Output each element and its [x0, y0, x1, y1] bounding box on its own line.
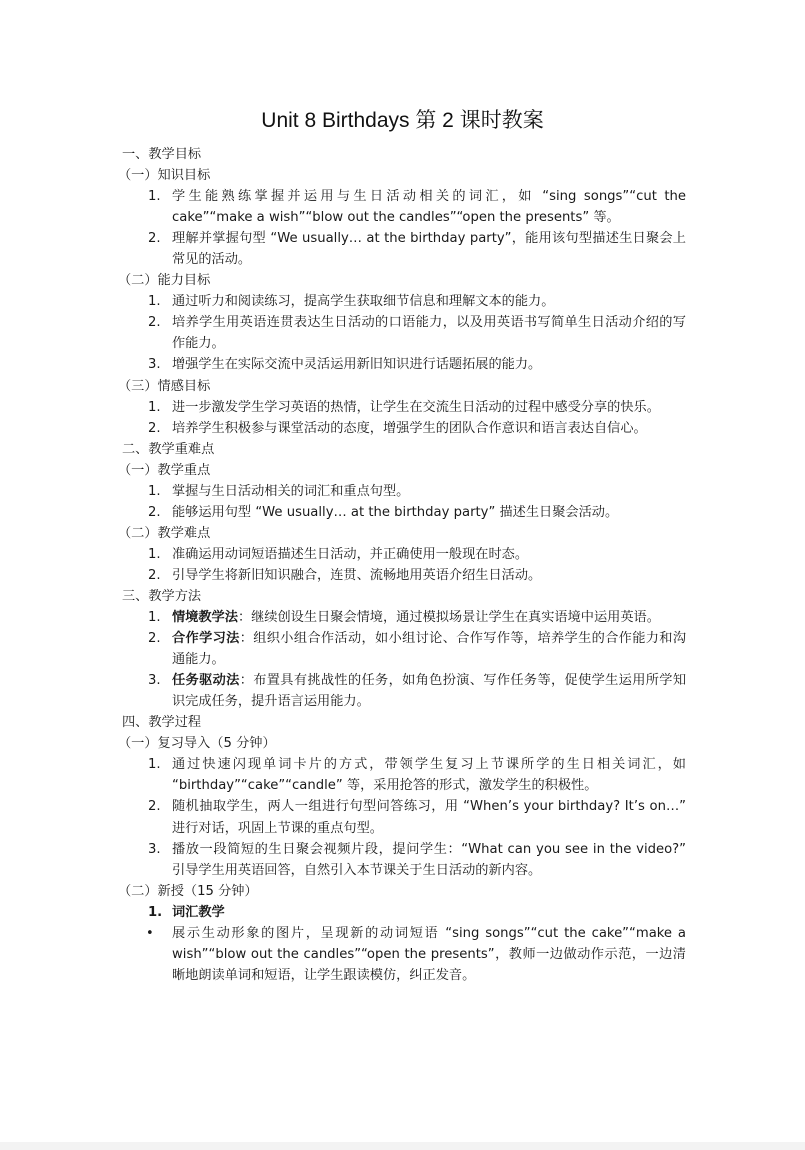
method-name: 合作学习法 [172, 631, 240, 647]
bullet-item [122, 923, 686, 986]
method-description: ：布置具有挑战性的任务，如角色扮演、写作任务等，促使学生运用所学知识完成任务，提升语言运用能力。 [172, 673, 687, 710]
list-item [122, 481, 686, 502]
section-heading-teaching-process: 四、教学过程 [122, 715, 202, 731]
method-description: ：继续创设生日聚会情境，通过模拟场景让学生在真实语境中运用英语。 [237, 610, 660, 626]
list-number: 2. [148, 799, 161, 815]
list-number: 1. [148, 757, 161, 773]
list-item [122, 754, 686, 796]
list-item [122, 291, 686, 312]
list-number: 2. [148, 504, 161, 520]
list-item [122, 418, 686, 439]
subsection-heading-teaching-difficulties: （二）教学难点 [118, 525, 211, 541]
bullet-icon: • [146, 925, 154, 941]
list-text: 随机抽取学生，两人一组进行句型问答练习，用 “When’s your birthday? It’s on…” 进行对话，巩固上节课的重点句型。 [172, 799, 686, 836]
list-item [122, 544, 686, 565]
list-item [122, 397, 686, 418]
list-number: 3. [148, 841, 161, 857]
subsection-heading-review-lead-in: （一）复习导入（5 分钟） [118, 736, 276, 752]
list-text: 学生能熟练掌握并运用与生日活动相关的词汇，如 “sing songs”“cut the cake”“make a wish”“blow out the candles”“open the presents” 等。 [172, 189, 686, 226]
list-item [122, 607, 686, 628]
list-item [122, 228, 686, 270]
list-text: 播放一段简短的生日聚会视频片段，提问学生：“What can you see in the video?” 引导学生用英语回答，自然引入本节课关于生日活动的新内容。 [172, 841, 686, 878]
list-item [122, 796, 686, 838]
list-text: 进一步激发学生学习英语的热情，让学生在交流生日活动的过程中感受分享的快乐。 [172, 399, 660, 415]
list-number: 3. [148, 673, 161, 689]
list-text: 通过快速闪现单词卡片的方式，带领学生复习上节课所学的生日相关词汇，如 “birthday”“cake”“candle” 等，采用抢答的形式，激发学生的积极性。 [172, 757, 686, 794]
subsection-heading-teaching-focus: （一）教学重点 [118, 462, 211, 478]
method-description: ：组织小组合作活动，如小组讨论、合作写作等，培养学生的合作能力和沟通能力。 [172, 631, 687, 668]
list-text: 理解并掌握句型 “We usually… at the birthday party”，能用该句型描述生日聚会上常见的活动。 [172, 231, 686, 268]
list-text: 通过听力和阅读练习，提高学生获取细节信息和理解文本的能力。 [172, 294, 555, 310]
list-number: 2. [148, 567, 161, 583]
list-number: 3. [148, 357, 161, 373]
list-item [122, 312, 686, 354]
list-item [122, 354, 686, 375]
list-item [122, 670, 686, 712]
list-number: 1. [148, 399, 161, 415]
list-item [122, 628, 686, 670]
list-text: 引导学生将新旧知识融合，连贯、流畅地用英语介绍生日活动。 [172, 567, 542, 583]
list-number: 1. [148, 483, 161, 499]
list-number: 2. [148, 315, 161, 331]
list-item [122, 839, 686, 881]
section-heading-key-points: 二、教学重难点 [122, 441, 215, 457]
method-name: 情境教学法 [172, 610, 238, 626]
list-text: 能够运用句型 “We usually… at the birthday party” 描述生日聚会活动。 [172, 504, 619, 520]
step-title: 词汇教学 [172, 904, 225, 920]
list-text: 掌握与生日活动相关的词汇和重点句型。 [172, 483, 410, 499]
list-number: 1. [148, 189, 161, 205]
list-item [122, 502, 686, 523]
subsection-heading-new-teaching: （二）新授（15 分钟） [118, 883, 258, 899]
list-number: 2. [148, 420, 161, 436]
subsection-heading-ability-objectives: （二）能力目标 [118, 273, 211, 289]
document-title: Unit 8 Birthdays 第 2 课时教案 [261, 109, 544, 132]
list-text: 培养学生用英语连贯表达生日活动的口语能力，以及用英语书写简单生日活动介绍的写作能力。 [172, 315, 686, 352]
list-item [122, 565, 686, 586]
section-heading-teaching-objectives: 一、教学目标 [122, 147, 202, 162]
list-item [122, 186, 686, 228]
list-text: 准确运用动词短语描述生日活动，并正确使用一般现在时态。 [172, 546, 529, 562]
subsection-heading-emotional-objectives: （三）情感目标 [118, 378, 211, 394]
list-number: 1. [148, 546, 161, 562]
list-text: 培养学生积极参与课堂活动的态度，增强学生的团队合作意识和语言表达自信心。 [172, 420, 647, 436]
bullet-text: 展示生动形象的图片，呈现新的动词短语 “sing songs”“cut the cake”“make a wish”“blow out the candles”“open the presents”，教师一边做动作示范，一边清晰地朗读单词和短语，让学生跟读模仿，纠正发音。 [172, 925, 686, 983]
list-number: 2. [148, 631, 161, 647]
section-heading-teaching-methods: 三、教学方法 [122, 588, 202, 604]
document-body [118, 144, 687, 986]
list-number: 2. [148, 231, 161, 247]
subsection-heading-knowledge-objectives: （一）知识目标 [118, 168, 211, 184]
method-name: 任务驱动法 [172, 673, 240, 689]
list-text: 增强学生在实际交流中灵活运用新旧知识进行话题拓展的能力。 [172, 357, 542, 373]
step-heading-vocabulary-teaching [122, 902, 686, 923]
list-number: 1. [148, 610, 161, 626]
list-number: 1. [148, 294, 161, 310]
step-number: 1. [148, 904, 163, 920]
